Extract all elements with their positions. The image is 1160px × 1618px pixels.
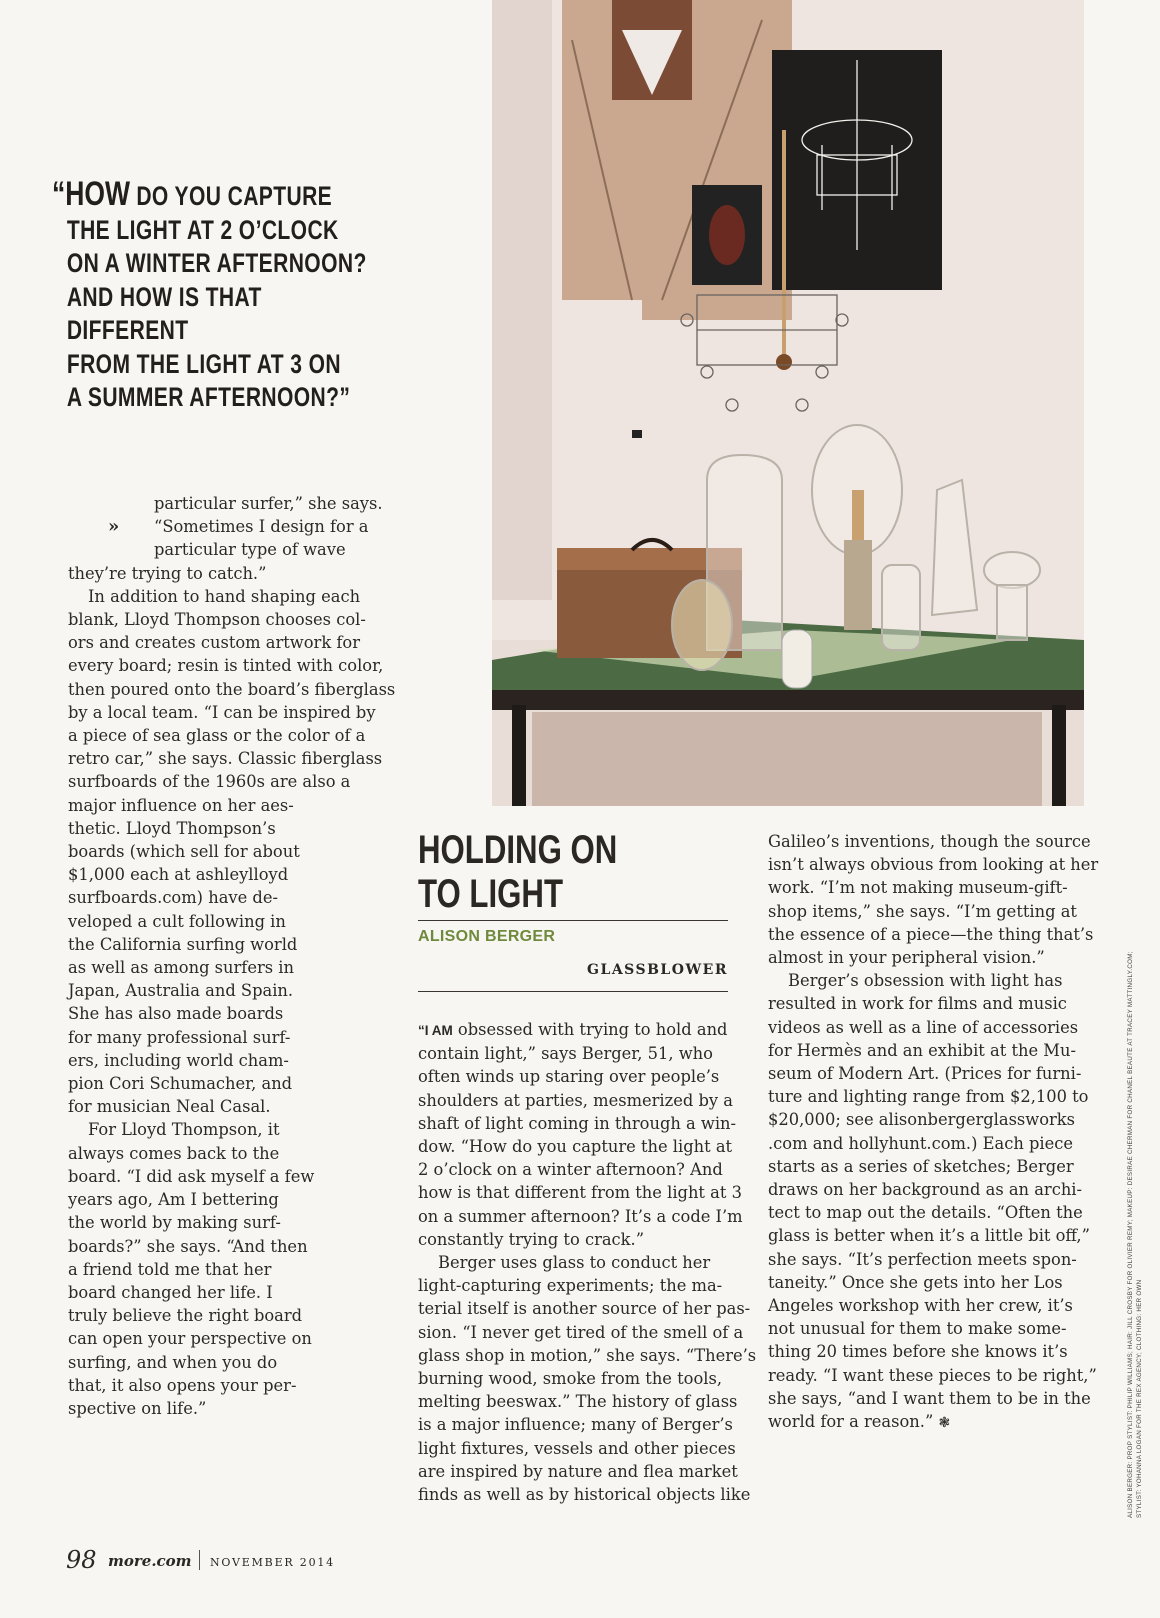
article-photo: [492, 0, 1084, 806]
text-line: thetic. Lloyd Thompson’s: [68, 818, 276, 838]
middle-paragraph-1: [418, 1042, 743, 1251]
text-line: often winds up staring over people’s: [418, 1067, 720, 1087]
text-line: surfboards of the 1960s are also a: [68, 772, 351, 792]
text-line: constantly trying to crack.”: [418, 1229, 645, 1249]
text-line: tect to map out the details. “Often the: [768, 1203, 1083, 1223]
pull-quote-line: A SUMMER AFTERNOON?”: [66, 382, 351, 412]
text-line: a piece of sea glass or the color of a: [68, 726, 366, 746]
pull-quote: [52, 175, 380, 415]
credit-line: ALISON BERGER: PROP STYLIST: PHILIP WILLIAMS; HAIR: JILL CROSBY FOR OLIVIER REMY; MAKEUP: DESIRAE CHERMAN FOR CHANEL BEAUTE AT TRACEY MATTINGLY.COM;: [1127, 951, 1134, 1518]
text-line: She has also made boards: [68, 1004, 284, 1024]
text-line: always comes back to the: [68, 1143, 280, 1163]
text-line: Angeles workshop with her crew, it’s: [768, 1296, 1073, 1316]
text-line: terial itself is another source of her pas-: [418, 1299, 751, 1319]
text-line: how is that different from the light at 3: [418, 1183, 742, 1203]
text-line: board changed her life. I: [68, 1282, 273, 1302]
text-line: glass shop in motion,” she says. “There’s: [418, 1345, 757, 1365]
right-paragraph-2: [768, 969, 1097, 1435]
text-line: Berger’s obsession with light has: [788, 971, 1063, 991]
text-line: can open your perspective on: [68, 1329, 312, 1349]
text-line: dow. “How do you capture the light at: [418, 1137, 733, 1157]
text-line: that, it also opens your per-: [68, 1375, 297, 1395]
text-line: she says, “and I want them to be in the: [768, 1388, 1091, 1408]
text-line: the world by making surf-: [68, 1213, 281, 1233]
text-line: they’re trying to catch.”: [68, 563, 267, 583]
byline: ALISON BERGER: [418, 928, 556, 945]
text-line: .com and hollyhunt.com.) Each piece: [768, 1133, 1074, 1153]
text-line: truly believe the right board: [68, 1306, 303, 1326]
folio-divider: [199, 1550, 200, 1570]
left-paragraph-1: [68, 585, 396, 1119]
article-headline: [418, 828, 746, 916]
credit-line: STYLIST: YOHANNA LOGAN FOR THE REX AGENCY; CLOTHING: HER OWN: [1136, 1279, 1143, 1518]
text-line: Japan, Australia and Spain.: [68, 981, 294, 1001]
text-line: boards (which sell for about: [68, 842, 300, 862]
text-line: light-capturing experiments; the ma-: [418, 1276, 723, 1296]
text-line: Berger uses glass to conduct her: [438, 1253, 711, 1273]
text-line: pion Cori Schumacher, and: [68, 1074, 293, 1094]
text-line: the California surfing world: [68, 934, 298, 954]
text-line: the essence of a piece—the thing that’s: [768, 924, 1094, 944]
text-line: Galileo’s inventions, though the source: [768, 832, 1091, 851]
text-line: In addition to hand shaping each: [88, 586, 361, 606]
text-line: shop items,” she says. “I’m getting at: [768, 901, 1077, 921]
text-line: major influence on her aes-: [68, 795, 294, 815]
text-line: for Hermès and an exhibit at the Mu-: [768, 1040, 1076, 1060]
role-label: GLASSBLOWER: [587, 962, 728, 978]
text-line: light fixtures, vessels and other pieces: [418, 1438, 736, 1458]
headline-line: TO LIGHT: [418, 872, 564, 916]
text-line: world for a reason.”: [768, 1412, 934, 1432]
pull-quote-lead: “HOW: [52, 175, 131, 213]
text-line: draws on her background as an archi-: [768, 1180, 1083, 1200]
text-line: ture and lighting range from $2,100 to: [768, 1087, 1089, 1107]
folio-date: NOVEMBER 2014: [210, 1556, 335, 1569]
left-paragraph-2: [68, 1118, 380, 1420]
text-line: then poured onto the board’s fiberglass: [68, 679, 396, 699]
end-mark: ❃: [938, 1415, 951, 1432]
text-line: a friend told me that her: [68, 1259, 272, 1279]
text-line: not unusual for them to make some-: [768, 1319, 1067, 1339]
text-line: videos as well as a line of accessories: [768, 1017, 1079, 1037]
text-line: shaft of light coming in through a win-: [418, 1113, 737, 1133]
pull-quote-line: THE LIGHT AT 2 O’CLOCK: [66, 214, 339, 245]
folio-site: more.com: [108, 1552, 192, 1570]
text-line: thing 20 times before she knows it’s: [768, 1342, 1068, 1362]
middle-paragraph-2: [418, 1251, 757, 1506]
pull-quote-line: ON A WINTER AFTERNOON?: [66, 248, 367, 278]
text-line: work. “I’m not making museum-gift-: [768, 878, 1068, 898]
page-number: 98: [66, 1546, 97, 1574]
text-line: isn’t always obvious from looking at her: [768, 855, 1099, 875]
middle-column: [418, 1018, 757, 1506]
text-line: on a summer afternoon? It’s a code I’m: [418, 1206, 743, 1226]
text-line: $20,000; see alisonbergerglassworks: [768, 1110, 1076, 1130]
text-line: veloped a cult following in: [68, 911, 286, 931]
text-line: “Sometimes I design for a: [154, 517, 369, 537]
text-line: obsessed with trying to hold and: [452, 1020, 728, 1039]
headline-rule: [418, 920, 728, 921]
photo-credits: [1126, 738, 1144, 1518]
text-line: surfboards.com) have de-: [68, 888, 278, 908]
text-line: for many professional surf-: [68, 1027, 291, 1047]
text-line: ors and creates custom artwork for: [68, 633, 360, 653]
headline-line: HOLDING ON: [418, 828, 618, 872]
text-line: [418, 1018, 726, 1042]
text-line: $1,000 each at ashleylloyd: [68, 865, 289, 885]
text-line: as well as among surfers in: [68, 958, 294, 978]
text-line: board. “I did ask myself a few: [68, 1166, 315, 1186]
text-line: For Lloyd Thompson, it: [88, 1120, 280, 1140]
role-rule: [418, 991, 728, 992]
text-line: boards?” she says. “And then: [68, 1236, 308, 1256]
text-line: for musician Neal Casal.: [68, 1097, 271, 1117]
text-line: spective on life.”: [68, 1398, 207, 1418]
text-line: melting beeswax.” The history of glass: [418, 1392, 738, 1412]
text-line: resulted in work for films and music: [768, 994, 1067, 1014]
text-line: by a local team. “I can be inspired by: [68, 702, 376, 722]
text-line: every board; resin is tinted with color,: [68, 656, 384, 676]
pull-quote-line: DO YOU CAPTURE: [130, 181, 333, 211]
text-line: seum of Modern Art. (Prices for furni-: [768, 1064, 1082, 1084]
text-line: particular type of wave: [154, 540, 346, 560]
text-line: contain light,” says Berger, 51, who: [418, 1044, 713, 1064]
text-line: years ago, Am I bettering: [68, 1190, 279, 1210]
text-line: blank, Lloyd Thompson chooses col-: [68, 610, 366, 630]
text-line: glass is better when it’s a little bit off,”: [768, 1226, 1090, 1246]
text-line: taneity.” Once she gets into her Los: [768, 1272, 1063, 1292]
text-line: she says. “It’s perfection meets spon-: [768, 1249, 1077, 1269]
lead-caps: “I AM: [418, 1023, 453, 1038]
text-line: retro car,” she says. Classic fiberglass: [68, 749, 383, 769]
text-line: surfing, and when you do: [68, 1352, 278, 1372]
right-column: [768, 830, 1099, 1435]
text-line: is a major influence; many of Berger’s: [418, 1415, 733, 1435]
text-line: ready. “I want these pieces to be right,”: [768, 1365, 1097, 1385]
text-line: ers, including world cham-: [68, 1050, 289, 1070]
pull-quote-line: FROM THE LIGHT AT 3 ON: [66, 348, 341, 379]
text-line: finds as well as by historical objects like: [418, 1485, 751, 1505]
left-column: [68, 492, 396, 1420]
text-line: starts as a series of sketches; Berger: [768, 1156, 1074, 1176]
text-line: almost in your peripheral vision.”: [768, 948, 1045, 968]
text-line: shoulders at parties, mesmerized by a: [418, 1090, 733, 1110]
text-line: particular surfer,” she says.: [154, 494, 383, 513]
text-line: are inspired by nature and flea market: [418, 1461, 738, 1481]
text-line: burning wood, smoke from the tools,: [418, 1369, 723, 1389]
right-paragraph-1: [768, 830, 1099, 969]
continuation-mark: »: [108, 516, 120, 537]
pull-quote-line: AND HOW IS THAT DIFFERENT: [66, 281, 262, 345]
workshop-photo-illustration: [492, 0, 1084, 806]
text-line: 2 o’clock on a winter afternoon? And: [418, 1160, 723, 1180]
text-line: sion. “I never get tired of the smell of a: [418, 1322, 744, 1342]
